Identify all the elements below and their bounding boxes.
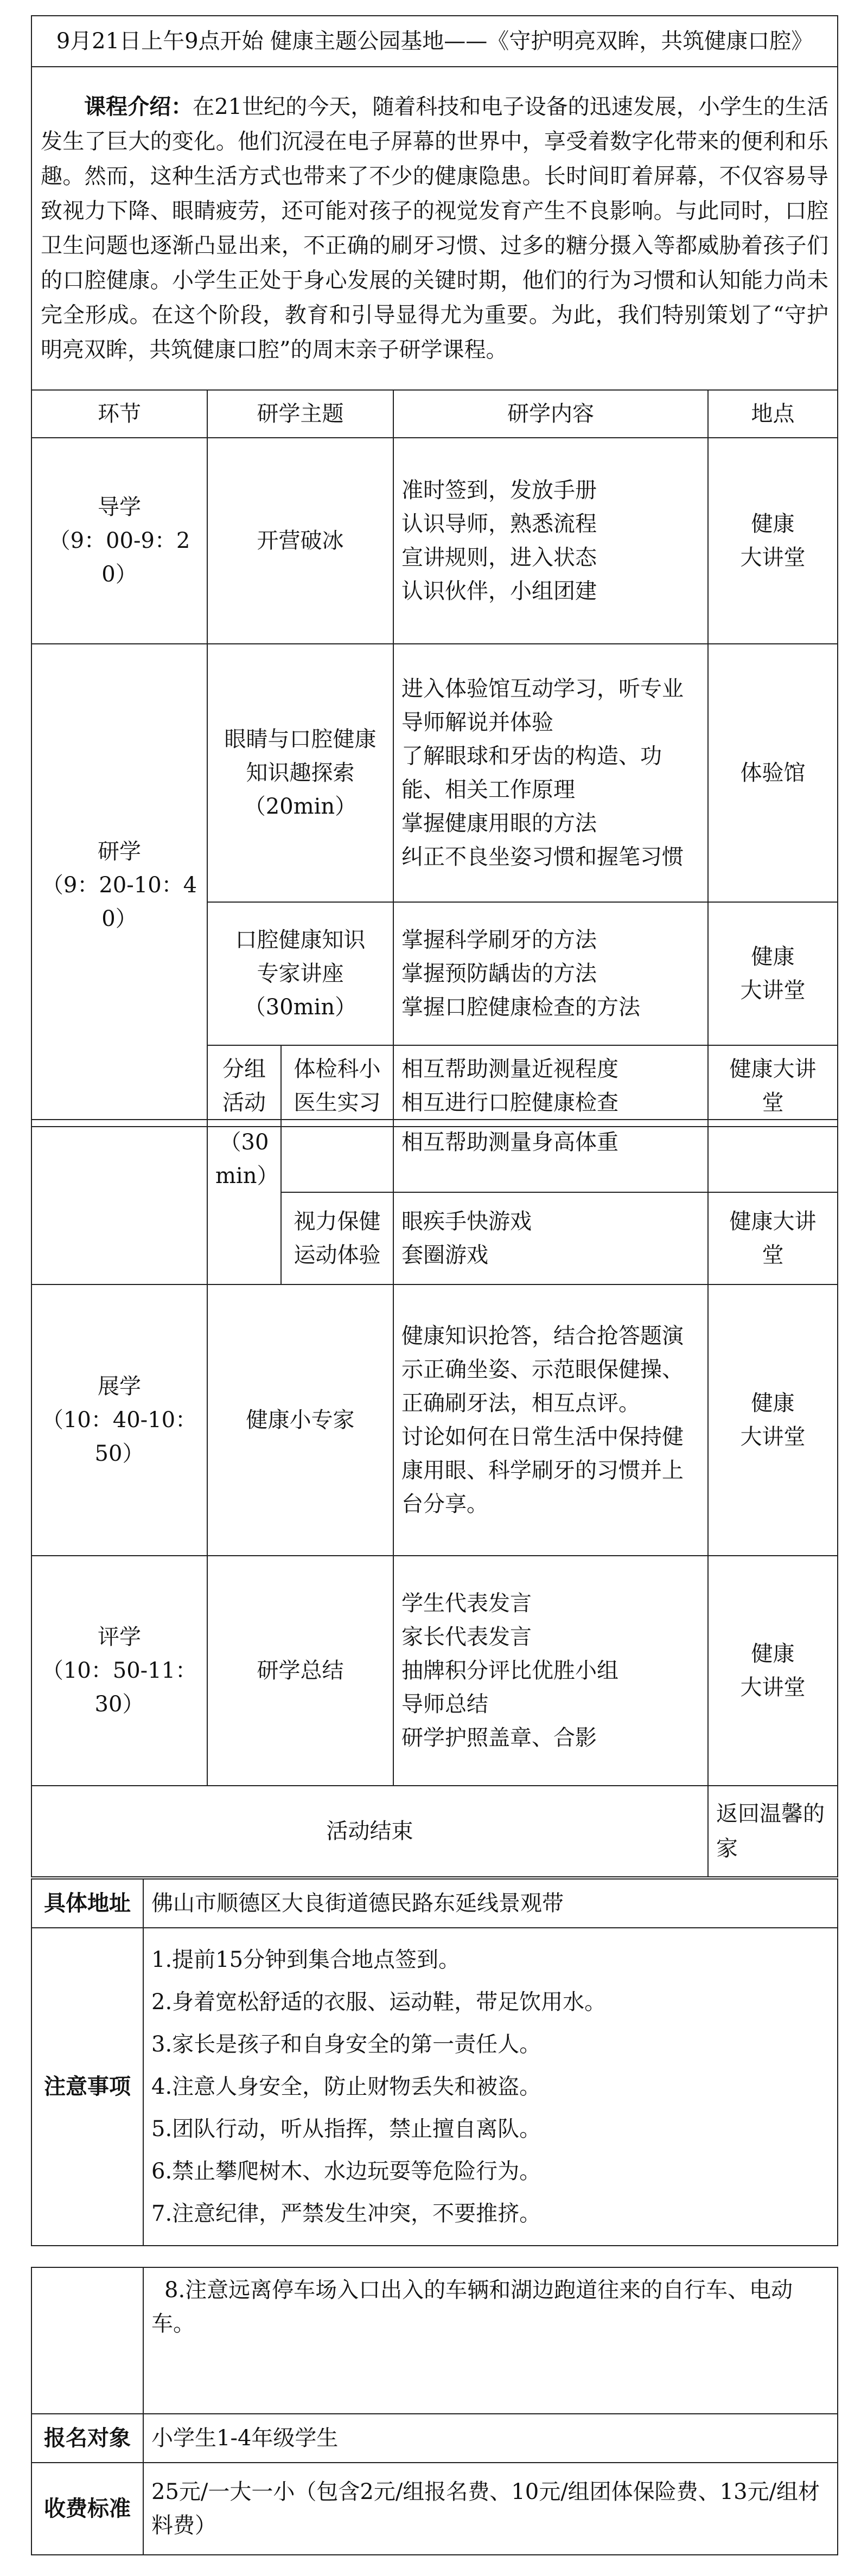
notes-item-8: 8.注意远离停车场入口出入的车辆和湖边跑道往来的自行车、电动车。 [143, 2267, 838, 2414]
study-content-3: 相互帮助测量近视程度 相互进行口腔健康检查 [393, 1045, 708, 1127]
study-location-2: 健康 大讲堂 [708, 902, 838, 1045]
header-theme: 研学主题 [207, 390, 393, 438]
list-item: 6.禁止攀爬树木、水边玩耍等危险行为。 [151, 2159, 541, 2184]
info-table-2 [31, 2267, 838, 2555]
list-item: 1.提前15分钟到集合地点签到。 [151, 1947, 461, 1972]
guide-stage-cell [31, 438, 207, 644]
review-stage: 评学 [98, 1625, 141, 1650]
header-content: 研学内容 [393, 390, 708, 438]
course-intro [31, 67, 838, 390]
table-row-audience [31, 2414, 838, 2463]
fee-value: 25元/一大一小（包含2元/组报名费、10元/组团体保险费、13元/组材料费） [143, 2463, 838, 2555]
cont-duration: （30 min） [207, 1120, 281, 1284]
show-time: （10：40-10：50） [41, 1408, 197, 1466]
review-location: 健康 大讲堂 [708, 1556, 838, 1786]
table-row-address [31, 1879, 838, 1928]
guide-content-line: 宣讲规则，进入状态 [401, 545, 597, 570]
show-content: 健康知识抢答，结合抢答题演示正确坐姿、示范眼保健操、正确刷牙法，相互点评。 讨论如何在日常生活中保持健康用眼、科学刷牙的习惯并上台分享。 [393, 1284, 708, 1556]
study-stage-cell [31, 644, 207, 1127]
table-row-notes-cont [31, 2267, 838, 2414]
review-stage-cell [31, 1556, 207, 1786]
schedule-table-1 [31, 15, 838, 1127]
cont-content-1: 相互帮助测量身高体重 [393, 1120, 708, 1192]
guide-content-line: 认识导师，熟悉流程 [401, 512, 597, 536]
show-stage-cell [31, 1284, 207, 1556]
list-item: 5.团队行动，听从指挥，禁止擅自离队。 [151, 2117, 541, 2142]
study-location-3: 健康大讲 堂 [708, 1045, 838, 1127]
address-value: 佛山市顺德区大良街道德民路东延线景观带 [143, 1879, 838, 1928]
table-row-notes [31, 1928, 838, 2246]
table-row-guide [31, 438, 838, 644]
guide-content-line: 准时签到，发放手册 [401, 478, 597, 503]
cont-location-2: 健康大讲 堂 [708, 1192, 838, 1284]
intro-text: 在21世纪的今天，随着科技和电子设备的迅速发展，小学生的生活发生了巨大的变化。他们沉浸在电子屏幕的世界中，享受着数字化带来的便利和乐趣。然而，这种生活方式也带来了不少的健康隐患。长时间盯着屏幕，不仅容易导致视力下降、眼睛疲劳，还可能对孩子的视觉发育产生不良影响。与此同时，口腔卫生问题也逐渐凸显出来，不正确的刷牙习惯、过多的糖分摄入等都威胁着孩子们的口腔健康。小学生正处于身心发展的关键时期，他们的行为习惯和认知能力尚未完全形成。在这个阶段，教育和引导显得尤为重要。为此，我们特别策划了“守护明亮双眸，共筑健康口腔”的周末亲子研学课程。 [41, 94, 828, 362]
header-location: 地点 [708, 390, 838, 438]
show-location: 健康 大讲堂 [708, 1284, 838, 1556]
study-stage: 研学 [98, 839, 141, 864]
cont-sub-theme-2: 视力保健 运动体验 [281, 1192, 393, 1284]
table-row-end [31, 1786, 838, 1877]
schedule-table-2 [31, 1119, 838, 1877]
study-theme-2: 口腔健康知识 专家讲座 （30min） [207, 902, 393, 1045]
cont-stage-empty [31, 1120, 207, 1284]
study-content-1: 进入体验馆互动学习，听专业导师解说并体验 了解眼球和牙齿的构造、功能、相关工作原理 掌握健康用眼的方法 纠正不良坐姿习惯和握笔习惯 [393, 644, 708, 902]
guide-content-line: 认识伙伴，小组团建 [401, 579, 597, 604]
list-item: 4.注意人身安全，防止财物丢失和被盗。 [151, 2074, 541, 2099]
table-row-cont-1 [31, 1120, 838, 1192]
notes-label: 注意事项 [31, 1928, 143, 2246]
cont-content-2: 眼疾手快游戏 套圈游戏 [393, 1192, 708, 1284]
info-table-1 [31, 1878, 838, 2246]
list-item: 7.注意纪律，严禁发生冲突，不要推挤。 [151, 2201, 541, 2226]
audience-label: 报名对象 [31, 2414, 143, 2463]
guide-stage: 导学 [98, 495, 141, 520]
study-location-1: 体验馆 [708, 644, 838, 902]
show-theme: 健康小专家 [207, 1284, 393, 1556]
fee-label: 收费标准 [31, 2463, 143, 2555]
page-title: 9月21日上午9点开始 健康主题公园基地——《守护明亮双眸，共筑健康口腔》 [31, 16, 838, 67]
intro-label: 课程介绍： [84, 94, 193, 119]
review-theme: 研学总结 [207, 1556, 393, 1786]
review-content: 学生代表发言 家长代表发言 抽牌积分评比优胜小组 导师总结 研学护照盖章、合影 [393, 1556, 708, 1786]
study-time: （9：20-10：40） [41, 873, 197, 931]
notes-list [143, 1928, 838, 2246]
cont-sub-empty [281, 1120, 393, 1192]
study-content-2: 掌握科学刷牙的方法 掌握预防龋齿的方法 掌握口腔健康检查的方法 [393, 902, 708, 1045]
guide-location: 健康 大讲堂 [708, 438, 838, 644]
notes-cont-empty [31, 2267, 143, 2414]
header-stage: 环节 [31, 390, 207, 438]
end-location: 返回温馨的家 [708, 1786, 838, 1877]
study-sub-theme-3: 体检科小 医生实习 [281, 1045, 393, 1127]
guide-theme: 开营破冰 [207, 438, 393, 644]
list-item: 2.身着宽松舒适的衣服、运动鞋，带足饮用水。 [151, 1990, 607, 2015]
show-stage: 展学 [98, 1374, 141, 1399]
table-row-review [31, 1556, 838, 1786]
table-row-study-1 [31, 644, 838, 902]
list-item: 3.家长是孩子和自身安全的第一责任人。 [151, 2032, 541, 2057]
end-label: 活动结束 [31, 1786, 708, 1877]
audience-value: 小学生1-4年级学生 [143, 2414, 838, 2463]
address-label: 具体地址 [31, 1879, 143, 1928]
study-theme-1: 眼睛与口腔健康 知识趣探索 （20min） [207, 644, 393, 902]
table-row-fee [31, 2463, 838, 2555]
review-time: （10：50-11：30） [41, 1658, 197, 1717]
guide-content [393, 438, 708, 644]
table-row-show [31, 1284, 838, 1556]
cont-location-empty [708, 1120, 838, 1192]
study-group-label: 分组 活动 [207, 1045, 281, 1127]
guide-time: （9：00-9：20） [48, 528, 190, 587]
